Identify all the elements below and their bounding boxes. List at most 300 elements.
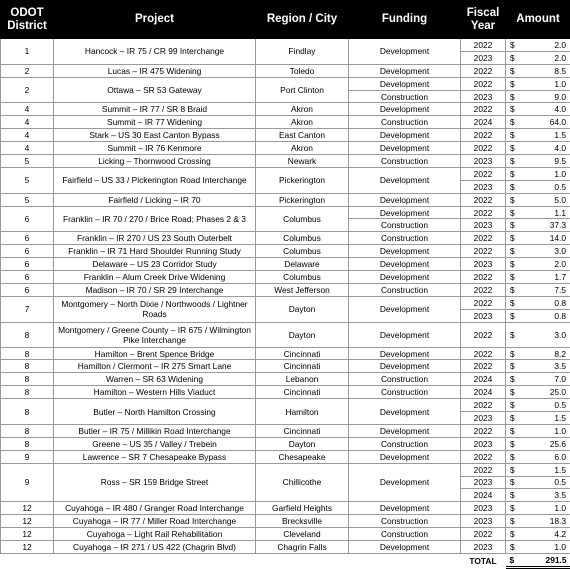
table-row bbox=[1, 77, 570, 90]
district-cell: 4 bbox=[1, 103, 54, 116]
district-cell: 6 bbox=[1, 283, 54, 296]
region-cell: Cincinnati bbox=[256, 424, 349, 437]
project-cell: Hamilton / Clermont – IR 275 Smart Lane bbox=[54, 360, 256, 373]
project-cell: Fairfield / Licking – IR 70 bbox=[54, 193, 256, 206]
funding-cell: Development bbox=[349, 347, 461, 360]
funding-cell: Construction bbox=[349, 515, 461, 528]
amount-value: 2.0 bbox=[554, 40, 566, 50]
project-cell: Franklin – Alum Creek Drive Widening bbox=[54, 271, 256, 284]
project-cell: Cuyahoga – Light Rail Rehabilitation bbox=[54, 528, 256, 541]
region-cell: Cincinnati bbox=[256, 347, 349, 360]
region-cell: Akron bbox=[256, 142, 349, 155]
region-cell: Cincinnati bbox=[256, 386, 349, 399]
amount-cell bbox=[506, 90, 570, 103]
funding-cell: Construction bbox=[349, 116, 461, 129]
amount-cell bbox=[506, 283, 570, 296]
fiscal-year-cell: 2022 bbox=[461, 206, 506, 219]
table-row bbox=[1, 142, 570, 155]
amount-cell bbox=[506, 437, 570, 450]
funding-cell: Development bbox=[349, 296, 461, 322]
project-cell: Butler – North Hamilton Crossing bbox=[54, 399, 256, 425]
district-cell: 6 bbox=[1, 258, 54, 271]
district-cell: 8 bbox=[1, 399, 54, 425]
amount-cell bbox=[506, 51, 570, 64]
amount-cell bbox=[506, 77, 570, 90]
fiscal-year-cell: 2022 bbox=[461, 142, 506, 155]
amount-cell bbox=[506, 232, 570, 245]
fiscal-year-cell: 2022 bbox=[461, 129, 506, 142]
currency-symbol: $ bbox=[510, 452, 515, 462]
funding-cell: Development bbox=[349, 271, 461, 284]
amount-value: 6.0 bbox=[554, 452, 566, 462]
currency-symbol: $ bbox=[510, 92, 515, 102]
amount-value: 7.5 bbox=[554, 285, 566, 295]
fiscal-year-cell: 2023 bbox=[461, 258, 506, 271]
table-row bbox=[1, 463, 570, 476]
project-cell: Butler – IR 75 / Millikin Road Interchange bbox=[54, 424, 256, 437]
currency-symbol: $ bbox=[510, 104, 515, 114]
district-cell: 7 bbox=[1, 296, 54, 322]
amount-cell bbox=[506, 219, 570, 232]
district-cell: 8 bbox=[1, 424, 54, 437]
region-cell: Dayton bbox=[256, 296, 349, 322]
district-cell: 6 bbox=[1, 232, 54, 245]
table-row bbox=[1, 528, 570, 541]
project-cell: Ottawa – SR 53 Gateway bbox=[54, 77, 256, 103]
funding-cell: Development bbox=[349, 322, 461, 347]
table-row bbox=[1, 515, 570, 528]
region-cell: Chesapeake bbox=[256, 450, 349, 463]
amount-cell bbox=[506, 463, 570, 476]
currency-symbol: $ bbox=[510, 130, 515, 140]
district-cell: 8 bbox=[1, 360, 54, 373]
district-cell: 12 bbox=[1, 540, 54, 553]
region-cell: Port Clinton bbox=[256, 77, 349, 103]
amount-cell bbox=[506, 386, 570, 399]
currency-symbol: $ bbox=[510, 465, 515, 475]
fiscal-year-cell: 2023 bbox=[461, 476, 506, 489]
project-cell: Stark – US 30 East Canton Bypass bbox=[54, 129, 256, 142]
amount-cell bbox=[506, 296, 570, 309]
funding-cell: Development bbox=[349, 450, 461, 463]
amount-cell bbox=[506, 309, 570, 322]
district-cell: 2 bbox=[1, 64, 54, 77]
project-cell: Franklin – IR 270 / US 23 South Outerbelt bbox=[54, 232, 256, 245]
region-cell: Chillicothe bbox=[256, 463, 349, 502]
currency-symbol: $ bbox=[510, 490, 515, 500]
fiscal-year-cell: 2022 bbox=[461, 283, 506, 296]
table-row bbox=[1, 155, 570, 168]
district-cell: 4 bbox=[1, 129, 54, 142]
district-cell: 5 bbox=[1, 155, 54, 168]
region-cell: West Jefferson bbox=[256, 283, 349, 296]
amount-value: 1.1 bbox=[554, 208, 566, 218]
project-cell: Delaware – US 23 Corridor Study bbox=[54, 258, 256, 271]
amount-value: 25.6 bbox=[550, 439, 566, 449]
region-cell: Columbus bbox=[256, 271, 349, 284]
project-cell: Fairfield – US 33 / Pickerington Road Interchange bbox=[54, 167, 256, 193]
amount-value: 0.5 bbox=[554, 182, 566, 192]
fiscal-year-cell: 2022 bbox=[461, 245, 506, 258]
currency-symbol: $ bbox=[510, 311, 515, 321]
funding-cell: Development bbox=[349, 245, 461, 258]
table-body bbox=[1, 39, 570, 568]
project-cell: Montgomery / Greene County – IR 675 / Wilmington Pike Interchange bbox=[54, 322, 256, 347]
amount-cell bbox=[506, 360, 570, 373]
fiscal-year-cell: 2022 bbox=[461, 167, 506, 180]
fiscal-year-cell: 2023 bbox=[461, 155, 506, 168]
fiscal-year-cell: 2022 bbox=[461, 322, 506, 347]
amount-cell bbox=[506, 64, 570, 77]
district-cell: 4 bbox=[1, 142, 54, 155]
funding-cell: Construction bbox=[349, 232, 461, 245]
table-row bbox=[1, 347, 570, 360]
table-row bbox=[1, 540, 570, 553]
district-cell: 8 bbox=[1, 347, 54, 360]
project-cell: Warren – SR 63 Widening bbox=[54, 373, 256, 386]
district-cell: 8 bbox=[1, 386, 54, 399]
region-cell: Akron bbox=[256, 116, 349, 129]
currency-symbol: $ bbox=[510, 143, 515, 153]
funding-cell: Development bbox=[349, 193, 461, 206]
table-row bbox=[1, 424, 570, 437]
district-cell: 12 bbox=[1, 502, 54, 515]
fiscal-year-cell: 2023 bbox=[461, 437, 506, 450]
project-cell: Franklin – IR 71 Hard Shoulder Running Study bbox=[54, 245, 256, 258]
amount-value: 8.2 bbox=[554, 349, 566, 359]
fiscal-year-cell: 2023 bbox=[461, 219, 506, 232]
funding-cell: Development bbox=[349, 540, 461, 553]
table-row bbox=[1, 450, 570, 463]
amount-cell bbox=[506, 347, 570, 360]
funding-cell: Development bbox=[349, 142, 461, 155]
funding-cell: Construction bbox=[349, 386, 461, 399]
fiscal-year-cell: 2023 bbox=[461, 90, 506, 103]
amount-cell bbox=[506, 424, 570, 437]
funding-cell: Development bbox=[349, 64, 461, 77]
currency-symbol: $ bbox=[510, 330, 515, 340]
funding-cell: Construction bbox=[349, 373, 461, 386]
region-cell: Brecksville bbox=[256, 515, 349, 528]
amount-value: 9.5 bbox=[554, 156, 566, 166]
fiscal-year-cell: 2022 bbox=[461, 296, 506, 309]
amount-value: 291.5 bbox=[546, 555, 567, 565]
total-label: TOTAL bbox=[461, 553, 506, 567]
funding-cell: Development bbox=[349, 463, 461, 502]
fiscal-year-cell: 2022 bbox=[461, 360, 506, 373]
amount-value: 64.0 bbox=[550, 117, 566, 127]
fiscal-year-cell: 2022 bbox=[461, 103, 506, 116]
table-row bbox=[1, 322, 570, 347]
header-row bbox=[1, 1, 570, 39]
currency-symbol: $ bbox=[510, 285, 515, 295]
currency-symbol: $ bbox=[510, 477, 515, 487]
currency-symbol: $ bbox=[510, 426, 515, 436]
table-row bbox=[1, 399, 570, 412]
district-cell: 12 bbox=[1, 528, 54, 541]
project-cell: Franklin – IR 70 / 270 / Brice Road; Phases 2 & 3 bbox=[54, 206, 256, 232]
total-spacer bbox=[1, 553, 461, 567]
currency-symbol: $ bbox=[510, 259, 515, 269]
amount-cell bbox=[506, 206, 570, 219]
currency-symbol: $ bbox=[510, 361, 515, 371]
amount-cell bbox=[506, 103, 570, 116]
region-cell: Akron bbox=[256, 103, 349, 116]
table-row bbox=[1, 116, 570, 129]
amount-value: 8.5 bbox=[554, 66, 566, 76]
fiscal-year-cell: 2023 bbox=[461, 412, 506, 425]
region-cell: Pickerington bbox=[256, 167, 349, 193]
currency-symbol: $ bbox=[510, 555, 515, 565]
amount-cell bbox=[506, 245, 570, 258]
table-row bbox=[1, 193, 570, 206]
currency-symbol: $ bbox=[510, 53, 515, 63]
currency-symbol: $ bbox=[510, 208, 515, 218]
project-cell: Summit – IR 77 Widening bbox=[54, 116, 256, 129]
fiscal-year-cell: 2023 bbox=[461, 309, 506, 322]
amount-value: 1.5 bbox=[554, 465, 566, 475]
header-amount: Amount bbox=[506, 1, 570, 39]
project-cell: Montgomery – North Dixie / Northwoods / Lightner Roads bbox=[54, 296, 256, 322]
fiscal-year-cell: 2022 bbox=[461, 424, 506, 437]
currency-symbol: $ bbox=[510, 413, 515, 423]
funding-cell: Construction bbox=[349, 219, 461, 232]
amount-cell bbox=[506, 399, 570, 412]
region-cell: East Canton bbox=[256, 129, 349, 142]
amount-cell bbox=[506, 39, 570, 52]
amount-value: 9.0 bbox=[554, 92, 566, 102]
region-cell: Chagrin Falls bbox=[256, 540, 349, 553]
project-cell: Madison – IR 70 / SR 29 Interchange bbox=[54, 283, 256, 296]
fiscal-year-cell: 2024 bbox=[461, 489, 506, 502]
currency-symbol: $ bbox=[510, 439, 515, 449]
currency-symbol: $ bbox=[510, 503, 515, 513]
project-cell: Cuyahoga – IR 271 / US 422 (Chagrin Blvd) bbox=[54, 540, 256, 553]
amount-value: 0.5 bbox=[554, 477, 566, 487]
project-cell: Cuyahoga – IR 480 / Granger Road Interchange bbox=[54, 502, 256, 515]
project-cell: Cuyahoga – IR 77 / Miller Road Interchange bbox=[54, 515, 256, 528]
region-cell: Garfield Heights bbox=[256, 502, 349, 515]
table-row bbox=[1, 39, 570, 52]
fiscal-year-cell: 2022 bbox=[461, 77, 506, 90]
amount-value: 7.0 bbox=[554, 374, 566, 384]
region-cell: Dayton bbox=[256, 322, 349, 347]
funding-cell: Construction bbox=[349, 528, 461, 541]
project-cell: Summit – IR 77 / SR 8 Braid bbox=[54, 103, 256, 116]
region-cell: Findlay bbox=[256, 39, 349, 65]
project-cell: Lucas – IR 475 Widening bbox=[54, 64, 256, 77]
region-cell: Columbus bbox=[256, 245, 349, 258]
fiscal-year-cell: 2022 bbox=[461, 399, 506, 412]
table-row bbox=[1, 103, 570, 116]
table-row bbox=[1, 129, 570, 142]
amount-value: 0.8 bbox=[554, 298, 566, 308]
district-cell: 8 bbox=[1, 437, 54, 450]
district-cell: 6 bbox=[1, 206, 54, 232]
currency-symbol: $ bbox=[510, 195, 515, 205]
funding-cell: Construction bbox=[349, 90, 461, 103]
region-cell: Columbus bbox=[256, 206, 349, 232]
currency-symbol: $ bbox=[510, 156, 515, 166]
funding-cell: Development bbox=[349, 167, 461, 193]
amount-value: 2.0 bbox=[554, 259, 566, 269]
fiscal-year-cell: 2023 bbox=[461, 515, 506, 528]
fiscal-year-cell: 2024 bbox=[461, 386, 506, 399]
amount-value: 4.0 bbox=[554, 143, 566, 153]
amount-cell bbox=[506, 271, 570, 284]
fiscal-year-cell: 2022 bbox=[461, 347, 506, 360]
district-cell: 6 bbox=[1, 271, 54, 284]
header-district: ODOT District bbox=[1, 1, 54, 39]
amount-cell bbox=[506, 515, 570, 528]
fiscal-year-cell: 2024 bbox=[461, 373, 506, 386]
header-project: Project bbox=[54, 1, 256, 39]
funding-cell: Construction bbox=[349, 437, 461, 450]
region-cell: Delaware bbox=[256, 258, 349, 271]
project-cell: Ross – SR 159 Bridge Street bbox=[54, 463, 256, 502]
fiscal-year-cell: 2023 bbox=[461, 502, 506, 515]
project-cell: Hancock – IR 75 / CR 99 Interchange bbox=[54, 39, 256, 65]
fiscal-year-cell: 2022 bbox=[461, 528, 506, 541]
currency-symbol: $ bbox=[510, 542, 515, 552]
fiscal-year-cell: 2022 bbox=[461, 64, 506, 77]
amount-value: 0.5 bbox=[554, 400, 566, 410]
table-row bbox=[1, 64, 570, 77]
table-row bbox=[1, 232, 570, 245]
funding-cell: Development bbox=[349, 424, 461, 437]
district-cell: 2 bbox=[1, 77, 54, 103]
amount-value: 1.7 bbox=[554, 272, 566, 282]
header-funding: Funding bbox=[349, 1, 461, 39]
amount-value: 2.0 bbox=[554, 53, 566, 63]
currency-symbol: $ bbox=[510, 220, 515, 230]
funding-cell: Development bbox=[349, 77, 461, 90]
currency-symbol: $ bbox=[510, 298, 515, 308]
currency-symbol: $ bbox=[510, 117, 515, 127]
currency-symbol: $ bbox=[510, 246, 515, 256]
district-cell: 5 bbox=[1, 193, 54, 206]
amount-cell bbox=[506, 528, 570, 541]
table-row bbox=[1, 437, 570, 450]
amount-value: 1.0 bbox=[554, 79, 566, 89]
amount-cell bbox=[506, 476, 570, 489]
district-cell: 5 bbox=[1, 167, 54, 193]
fiscal-year-cell: 2023 bbox=[461, 540, 506, 553]
district-cell: 12 bbox=[1, 515, 54, 528]
fiscal-year-cell: 2022 bbox=[461, 232, 506, 245]
district-cell: 6 bbox=[1, 245, 54, 258]
table-row bbox=[1, 360, 570, 373]
funding-cell: Development bbox=[349, 206, 461, 219]
amount-cell bbox=[506, 116, 570, 129]
fiscal-year-cell: 2023 bbox=[461, 51, 506, 64]
amount-cell bbox=[506, 489, 570, 502]
amount-cell bbox=[506, 502, 570, 515]
amount-cell bbox=[506, 258, 570, 271]
amount-value: 1.5 bbox=[554, 130, 566, 140]
fiscal-year-cell: 2023 bbox=[461, 180, 506, 193]
amount-value: 4.2 bbox=[554, 529, 566, 539]
amount-value: 25.0 bbox=[550, 387, 566, 397]
amount-value: 1.0 bbox=[554, 542, 566, 552]
district-cell: 4 bbox=[1, 116, 54, 129]
fiscal-year-cell: 2022 bbox=[461, 271, 506, 284]
amount-value: 5.0 bbox=[554, 195, 566, 205]
amount-cell bbox=[506, 167, 570, 180]
region-cell: Columbus bbox=[256, 232, 349, 245]
table-row bbox=[1, 502, 570, 515]
currency-symbol: $ bbox=[510, 529, 515, 539]
amount-cell bbox=[506, 322, 570, 347]
currency-symbol: $ bbox=[510, 40, 515, 50]
amount-cell bbox=[506, 155, 570, 168]
amount-cell bbox=[506, 373, 570, 386]
amount-cell bbox=[506, 540, 570, 553]
currency-symbol: $ bbox=[510, 516, 515, 526]
fiscal-year-cell: 2022 bbox=[461, 463, 506, 476]
region-cell: Hamilton bbox=[256, 399, 349, 425]
table-row bbox=[1, 296, 570, 309]
amount-cell bbox=[506, 180, 570, 193]
table-row bbox=[1, 206, 570, 219]
district-cell: 8 bbox=[1, 373, 54, 386]
currency-symbol: $ bbox=[510, 182, 515, 192]
fiscal-year-cell: 2022 bbox=[461, 39, 506, 52]
currency-symbol: $ bbox=[510, 66, 515, 76]
funding-cell: Development bbox=[349, 129, 461, 142]
table-row bbox=[1, 373, 570, 386]
amount-value: 4.0 bbox=[554, 104, 566, 114]
table-row bbox=[1, 167, 570, 180]
table-row bbox=[1, 386, 570, 399]
table-row bbox=[1, 271, 570, 284]
funding-cell: Development bbox=[349, 502, 461, 515]
district-cell: 8 bbox=[1, 322, 54, 347]
region-cell: Dayton bbox=[256, 437, 349, 450]
district-cell: 9 bbox=[1, 463, 54, 502]
funding-cell: Development bbox=[349, 258, 461, 271]
amount-value: 1.0 bbox=[554, 503, 566, 513]
currency-symbol: $ bbox=[510, 400, 515, 410]
table-row bbox=[1, 283, 570, 296]
region-cell: Toledo bbox=[256, 64, 349, 77]
funding-cell: Development bbox=[349, 39, 461, 65]
region-cell: Pickerington bbox=[256, 193, 349, 206]
amount-value: 1.5 bbox=[554, 413, 566, 423]
district-cell: 1 bbox=[1, 39, 54, 65]
project-cell: Greene – US 35 / Valley / Trebein bbox=[54, 437, 256, 450]
fiscal-year-cell: 2022 bbox=[461, 193, 506, 206]
currency-symbol: $ bbox=[510, 233, 515, 243]
project-cell: Hamilton – Brent Spence Bridge bbox=[54, 347, 256, 360]
amount-value: 0.8 bbox=[554, 311, 566, 321]
amount-cell bbox=[506, 412, 570, 425]
currency-symbol: $ bbox=[510, 272, 515, 282]
amount-value: 18.3 bbox=[550, 516, 566, 526]
amount-cell bbox=[506, 129, 570, 142]
currency-symbol: $ bbox=[510, 169, 515, 179]
fiscal-year-cell: 2022 bbox=[461, 450, 506, 463]
project-cell: Summit – IR 76 Kenmore bbox=[54, 142, 256, 155]
total-row bbox=[1, 553, 570, 567]
table-row bbox=[1, 258, 570, 271]
amount-value: 3.0 bbox=[554, 330, 566, 340]
table-row bbox=[1, 245, 570, 258]
funding-cell: Development bbox=[349, 103, 461, 116]
project-cell: Licking – Thornwood Crossing bbox=[54, 155, 256, 168]
amount-value: 1.0 bbox=[554, 426, 566, 436]
funding-cell: Development bbox=[349, 399, 461, 425]
